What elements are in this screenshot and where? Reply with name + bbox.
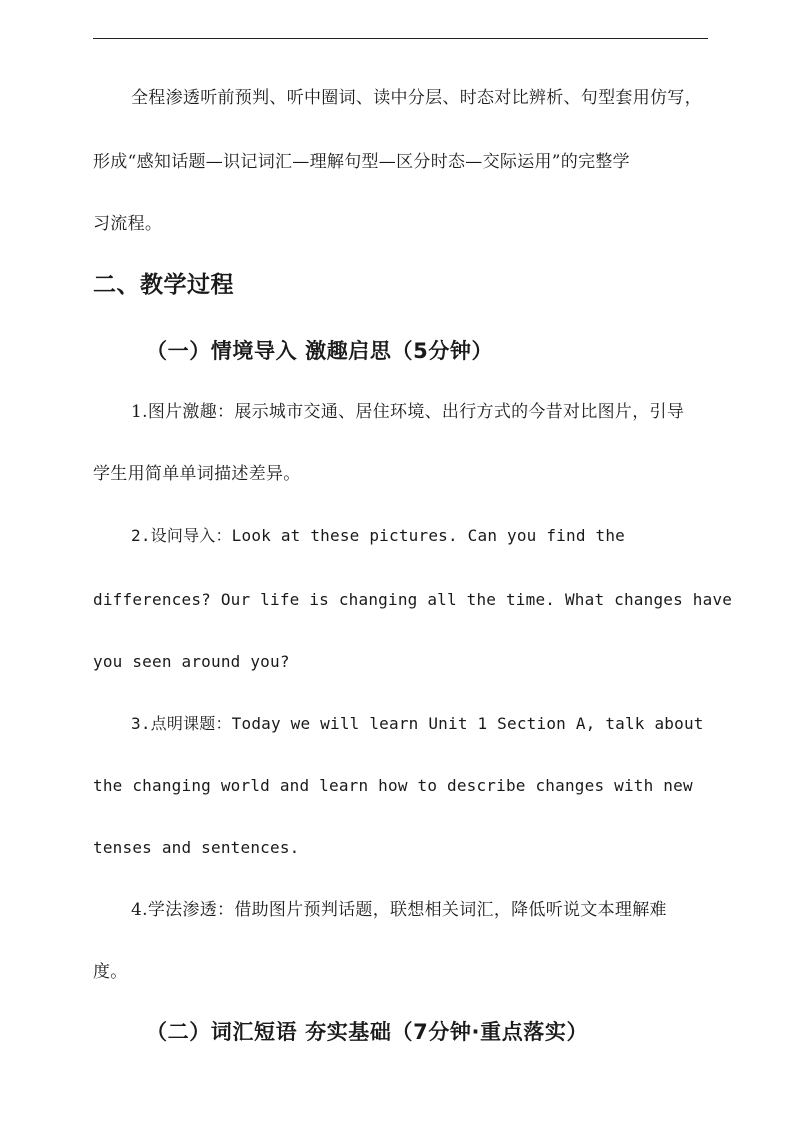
item4-line-1: 4.学法渗透：借助图片预判话题，联想相关词汇，降低听说文本理解难 [131, 900, 667, 920]
header-rule [93, 38, 708, 39]
intro-line-3: 习流程。 [93, 214, 163, 234]
subsection-heading-1: （一）情境导入 激趣启思（5分钟） [146, 339, 494, 363]
item3-line-1: 3.点明课题：Today we will learn Unit 1 Section A, talk about [131, 714, 704, 733]
item1-line-2: 学生用简单单词描述差异。 [93, 464, 301, 484]
item1-line-1: 1.图片激趣：展示城市交通、居住环境、出行方式的今昔对比图片，引导 [131, 402, 685, 422]
item2-line-3: you seen around you? [93, 652, 290, 671]
subsection-heading-2: （二）词汇短语 夯实基础（7分钟·重点落实） [146, 1020, 589, 1044]
item2-line-2: differences? Our life is changing all the time. What changes have [93, 590, 733, 609]
intro-line-1: 全程渗透听前预判、听中圈词、读中分层、时态对比辨析、句型套用仿写， [131, 88, 702, 108]
intro-line-2: 形成“感知话题—识记词汇—理解句型—区分时态—交际运用”的完整学 [93, 152, 630, 172]
item3-line-2: the changing world and learn how to describe changes with new [93, 776, 693, 795]
item3-line-3: tenses and sentences. [93, 838, 300, 857]
item2-line-1: 2.设问导入：Look at these pictures. Can you find the [131, 526, 625, 545]
section-heading: 二、教学过程 [93, 272, 234, 298]
item4-line-2: 度。 [93, 962, 128, 982]
